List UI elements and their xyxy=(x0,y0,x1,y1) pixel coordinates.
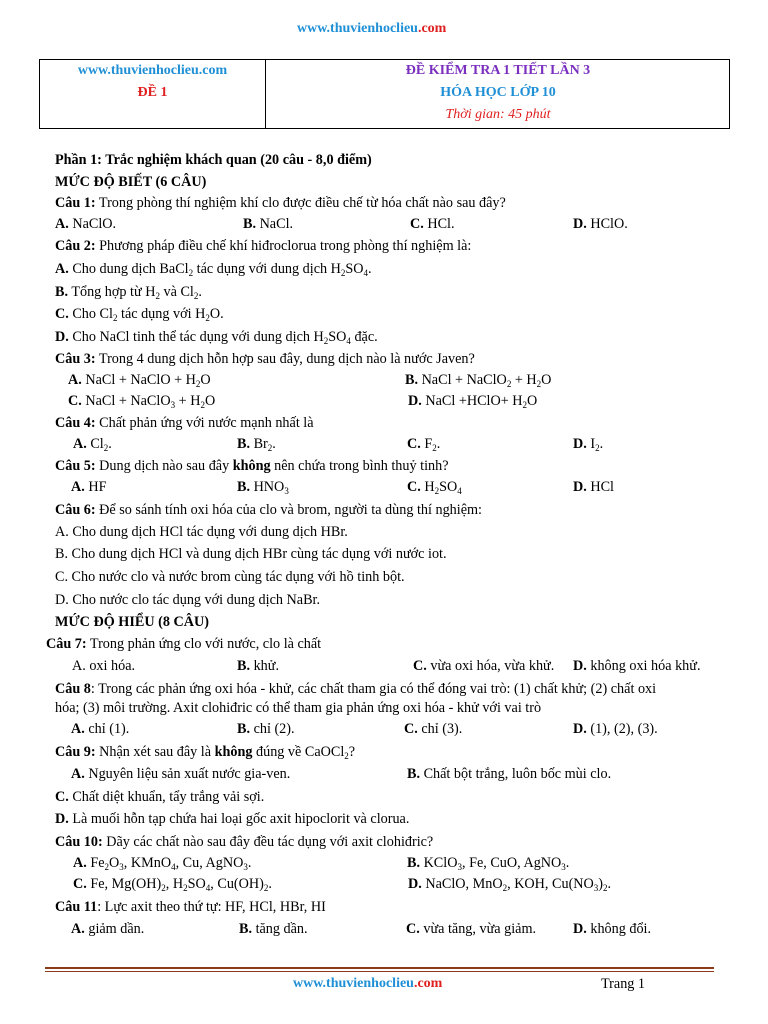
q2-option-d[interactable]: D. Cho NaCl tinh thể tác dụng với dung dịch $H_2SO_4$ đặc. xyxy=(55,329,378,346)
q8-option-a[interactable]: A. chỉ (1). xyxy=(71,721,130,737)
q8-option-b[interactable]: B. chỉ (2). xyxy=(237,721,295,737)
header-left-cell xyxy=(40,60,265,128)
q10-option-d[interactable]: D. NaClO, MnO$_2$, KOH, $Cu(NO_3)_2$. xyxy=(408,876,612,893)
q8-option-d[interactable]: D. (1), (2), (3). xyxy=(573,721,658,737)
q11-text: Câu 11: Lực axit theo thứ tự: HF, HCl, HBr, HI xyxy=(55,899,326,915)
q4-option-c[interactable]: C. $F_2$. xyxy=(407,436,441,453)
q10-option-a[interactable]: A. $Fe_2O_3$, KMnO$_4$, Cu, AgNO$_3$. xyxy=(73,855,252,872)
top-url-tld: .com xyxy=(417,21,447,36)
top-site-url[interactable] xyxy=(297,21,446,37)
q7-option-d[interactable]: D. không oxi hóa khử. xyxy=(573,658,701,674)
q3-option-b[interactable]: B. NaCl + NaClO$_2$ + $H_2O$ xyxy=(405,372,552,389)
q2-text: Câu 2: Phương pháp điều chế khí hiđroclorua trong phòng thí nghiệm là: xyxy=(55,238,472,254)
q2-option-b[interactable]: B. Tổng hợp từ $H_2$ và $Cl_2$. xyxy=(55,284,202,301)
q1-option-a[interactable]: A. NaClO. xyxy=(55,216,117,232)
q9-option-d[interactable]: D. Là muối hỗn tạp chứa hai loại gốc axit hipoclorit và clorua. xyxy=(55,811,410,827)
q6-text: Câu 6: Để so sánh tính oxi hóa của clo và brom, người ta dùng thí nghiệm: xyxy=(55,502,482,518)
exam-title: ĐỀ KIỂM TRA 1 TIẾT LẦN 3 xyxy=(405,63,591,78)
q7-option-c[interactable]: C. vừa oxi hóa, vừa khử. xyxy=(413,658,555,674)
footer-site-url[interactable]: www.thuvienhoclieu.com xyxy=(293,976,443,991)
q7-option-b[interactable]: B. khử. xyxy=(237,658,279,674)
q2-option-a[interactable]: A. Cho dung dịch BaCl$_2$ tác dụng với dung dịch $H_2SO_4$. xyxy=(55,261,372,278)
q11-option-b[interactable]: B. tăng dần. xyxy=(239,921,308,937)
q9-option-c[interactable]: C. Chất diệt khuẩn, tẩy trắng vải sợi. xyxy=(55,789,265,805)
q3-option-a[interactable]: A. NaCl + NaClO + $H_2O$ xyxy=(68,372,211,389)
part1-heading: Phần 1: Trắc nghiệm khách quan (20 câu - 8,0 điểm) xyxy=(55,152,372,168)
q10-text: Câu 10: Dãy các chất nào sau đây đều tác dụng với axit clohiđric? xyxy=(55,834,434,850)
q9-text: Câu 9: Nhận xét sau đây là không đúng về CaOCl$_2$? xyxy=(55,744,356,761)
q9-option-b[interactable]: B. Chất bột trắng, luôn bốc mùi clo. xyxy=(407,766,612,782)
q8-text: Câu 8: Trong các phản ứng oxi hóa - khử, các chất tham gia có thể đóng vai trò: (1) chất khử; (2) chất oxi xyxy=(55,681,657,697)
exam-code: ĐỀ 1 xyxy=(137,85,168,100)
q6-option-c[interactable]: C. Cho nước clo và nước brom cùng tác dụng với hồ tinh bột. xyxy=(55,569,405,585)
q6-option-d[interactable]: D. Cho nước clo tác dụng với dung dịch NaBr. xyxy=(55,592,321,608)
q1-option-b[interactable]: B. NaCl. xyxy=(243,216,294,232)
exam-subject: HÓA HỌC LỚP 10 xyxy=(440,85,556,100)
q7-option-a[interactable]: A. oxi hóa. xyxy=(72,658,136,674)
q3-option-d[interactable]: D. NaCl +HClO+ $H_2O$ xyxy=(408,393,538,410)
footer-rule xyxy=(45,967,714,969)
q8-option-c[interactable]: C. chỉ (3). xyxy=(404,721,463,737)
q4-option-d[interactable]: D. $I_2$. xyxy=(573,436,604,453)
q10-option-c[interactable]: C. Fe, $Mg(OH)_2$, $H_2SO_4$, $Cu(OH)_2$. xyxy=(73,876,272,893)
header-right-cell xyxy=(266,60,730,128)
q5-option-b[interactable]: B. $HNO_3$ xyxy=(237,479,289,496)
q3-option-c[interactable]: C. NaCl + NaClO$_3$ + $H_2O$ xyxy=(68,393,216,410)
q6-option-b[interactable]: B. Cho dung dịch HCl và dung dịch HBr cùng tác dụng với nước iot. xyxy=(55,546,447,562)
q1-text: Câu 1: Trong phòng thí nghiệm khí clo được điều chế từ hóa chất nào sau đây? xyxy=(55,195,506,211)
q1-option-d[interactable]: D. HClO. xyxy=(573,216,628,232)
q5-option-c[interactable]: C. $H_2SO_4$ xyxy=(407,479,462,496)
q3-text: Câu 3: Trong 4 dung dịch hỗn hợp sau đây, dung dịch nào là nước Javen? xyxy=(55,351,475,367)
exam-duration: Thời gian: 45 phút xyxy=(445,107,551,122)
q11-option-c[interactable]: C. vừa tăng, vừa giảm. xyxy=(406,921,537,937)
level-understand-heading: MỨC ĐỘ HIỂU (8 CÂU) xyxy=(55,614,209,630)
page-number: Trang 1 xyxy=(601,976,646,992)
q5-option-d[interactable]: D. HCl xyxy=(573,479,614,495)
q1-option-c[interactable]: C. HCl. xyxy=(410,216,455,232)
q6-option-a[interactable]: A. Cho dung dịch HCl tác dụng với dung dịch HBr. xyxy=(55,524,348,540)
q11-option-d[interactable]: D. không đổi. xyxy=(573,921,652,937)
q11-option-a[interactable]: A. giảm dần. xyxy=(71,921,145,937)
q4-option-a[interactable]: A. $Cl_2$. xyxy=(73,436,112,453)
q5-text: Câu 5: Dung dịch nào sau đây không nên chứa trong bình thuỷ tinh? xyxy=(55,458,449,474)
level-know-heading: MỨC ĐỘ BIẾT (6 CÂU) xyxy=(55,174,207,190)
q8-text-line2: hóa; (3) môi trường. Axit clohiđric có thể tham gia phản ứng oxi hóa - khử với vai trò xyxy=(55,700,542,716)
q7-text: Câu 7: Trong phản ứng clo với nước, clo là chất xyxy=(46,636,322,652)
q5-option-a[interactable]: A. HF xyxy=(71,479,107,495)
q4-option-b[interactable]: B. $Br_2$. xyxy=(237,436,276,453)
q4-text: Câu 4: Chất phản ứng với nước mạnh nhất là xyxy=(55,415,314,431)
footer-rule-thin xyxy=(45,971,714,972)
q10-option-b[interactable]: B. KClO$_3$, Fe, CuO, AgNO$_3$. xyxy=(407,855,570,872)
q2-option-c[interactable]: C. Cho $Cl_2$ tác dụng với $H_2O$. xyxy=(55,306,224,323)
top-url-domain: www.thuvienhoclieu xyxy=(297,21,418,36)
q9-option-a[interactable]: A. Nguyên liệu sản xuất nước gia-ven. xyxy=(71,766,291,782)
header-table xyxy=(39,59,730,129)
header-site-url[interactable]: www.thuvienhoclieu.com xyxy=(77,63,228,78)
